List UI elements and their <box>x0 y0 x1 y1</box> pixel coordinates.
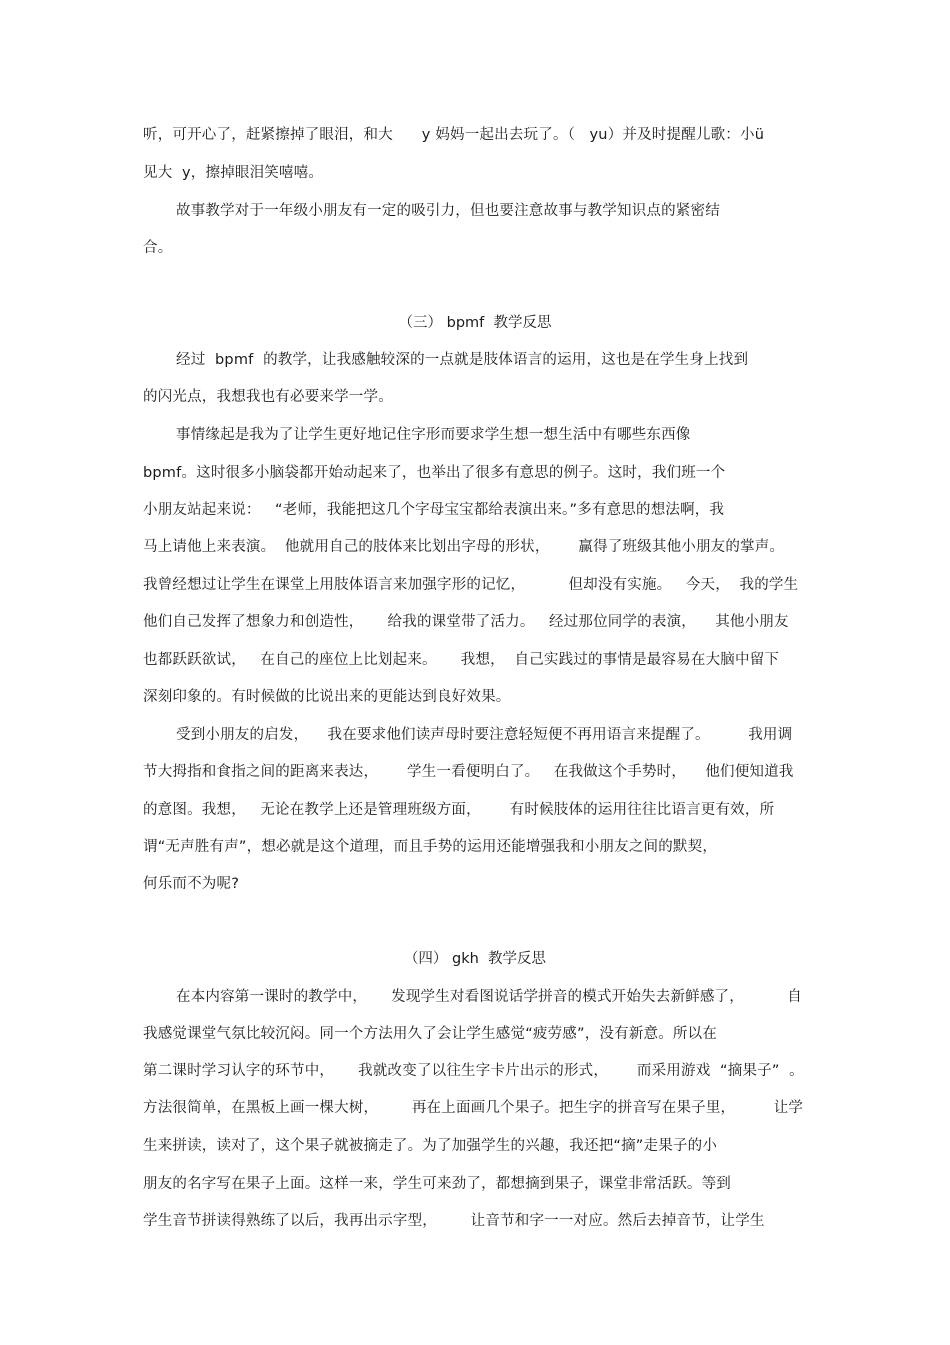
text-line: 马上请他上来表演。 他就用自己的肢体来比划出字母的形状， 赢得了班级其他小朋友的掌声。 <box>143 539 785 555</box>
text-line: 见大 y，擦掉眼泪笑嘻嘻。 <box>143 165 324 181</box>
text-line: 听，可开心了，赶紧擦掉了眼泪，和大 y 妈妈一起出去玩了。（ yu）并及时提醒儿歌：小ü <box>143 127 765 143</box>
text-line: 经过 bpmf 的教学，让我感触较深的一点就是肢体语言的运用，这也是在学生身上找到 <box>176 352 749 368</box>
text-line: 小朋友站起来说： “老师，我能把这几个字母宝宝都给表演出来。”多有意思的想法啊，我 <box>143 502 725 518</box>
text-line: 方法很简单，在黑板上画一棵大树， 再在上面画几个果子。把生字的拼音写在果子里， 让学 <box>143 1100 804 1116</box>
section-heading: （三） bpmf 教学反思 <box>398 315 552 331</box>
text-line: 谓“无声胜有声”，想必就是这个道理，而且手势的运用还能增强我和小朋友之间的默契， <box>143 839 718 855</box>
text-line: 第二课时学习认字的环节中， 我就改变了以往生字卡片出示的形式， 而采用游戏 “摘果子” 。 <box>143 1063 804 1079</box>
text-line: 事情缘起是我为了让学生更好地记住字形而要求学生想一想生活中有哪些东西像 <box>176 427 691 443</box>
text-line: 合。 <box>143 240 173 256</box>
text-line: 他们自己发挥了想象力和创造性， 给我的课堂带了活力。 经过那位同学的表演， 其他小朋友 <box>143 614 789 630</box>
text-line: 在本内容第一课时的教学中， 发现学生对看图说话学拼音的模式开始失去新鲜感了， 自 <box>176 989 802 1005</box>
text-line: 何乐而不为呢? <box>143 876 240 892</box>
text-line: 的意图。我想， 无论在教学上还是管理班级方面， 有时候肢体的运用往往比语言更有效，所 <box>143 802 775 818</box>
text-line: 节大拇指和食指之间的距离来表达， 学生一看便明白了。 在我做这个手势时， 他们便知道我 <box>143 764 794 780</box>
text-line: 生来拼读，读对了，这个果子就被摘走了。为了加强学生的兴趣，我还把“摘”走果子的小 <box>143 1138 718 1154</box>
section-heading: （四） gkh 教学反思 <box>403 951 547 967</box>
text-line: 我曾经想过让学生在课堂上用肢体语言来加强字形的记忆， 但却没有实施。 今天， 我的学生 <box>143 577 799 593</box>
text-line: 也都跃跃欲试， 在自己的座位上比划起来。 我想， 自己实践过的事情是最容易在大脑中留下 <box>143 652 780 668</box>
text-line: 我感觉课堂气氛比较沉闷。同一个方法用久了会让学生感觉“疲劳感”，没有新意。所以在 <box>143 1026 718 1042</box>
text-line: 的闪光点，我想我也有必要来学一学。 <box>143 389 393 405</box>
text-line: 故事教学对于一年级小朋友有一定的吸引力，但也要注意故事与教学知识点的紧密结 <box>176 203 720 219</box>
text-line: 受到小朋友的启发， 我在要求他们读声母时要注意轻短便不再用语言来提醒了。 我用调 <box>176 727 793 743</box>
text-line: 朋友的名字写在果子上面。这样一来，学生可来劲了，都想摘到果子，课堂非常活跃。等到 <box>143 1176 731 1192</box>
text-line: 学生音节拼读得熟练了以后，我再出示字型， 让音节和字一一对应。然后去掉音节，让学生 <box>143 1213 765 1229</box>
text-line: 深刻印象的。有时候做的比说出来的更能达到良好效果。 <box>143 689 511 705</box>
text-line: bpmf。这时很多小脑袋都开始动起来了，也举出了很多有意思的例子。这时，我们班一个 <box>143 465 726 481</box>
